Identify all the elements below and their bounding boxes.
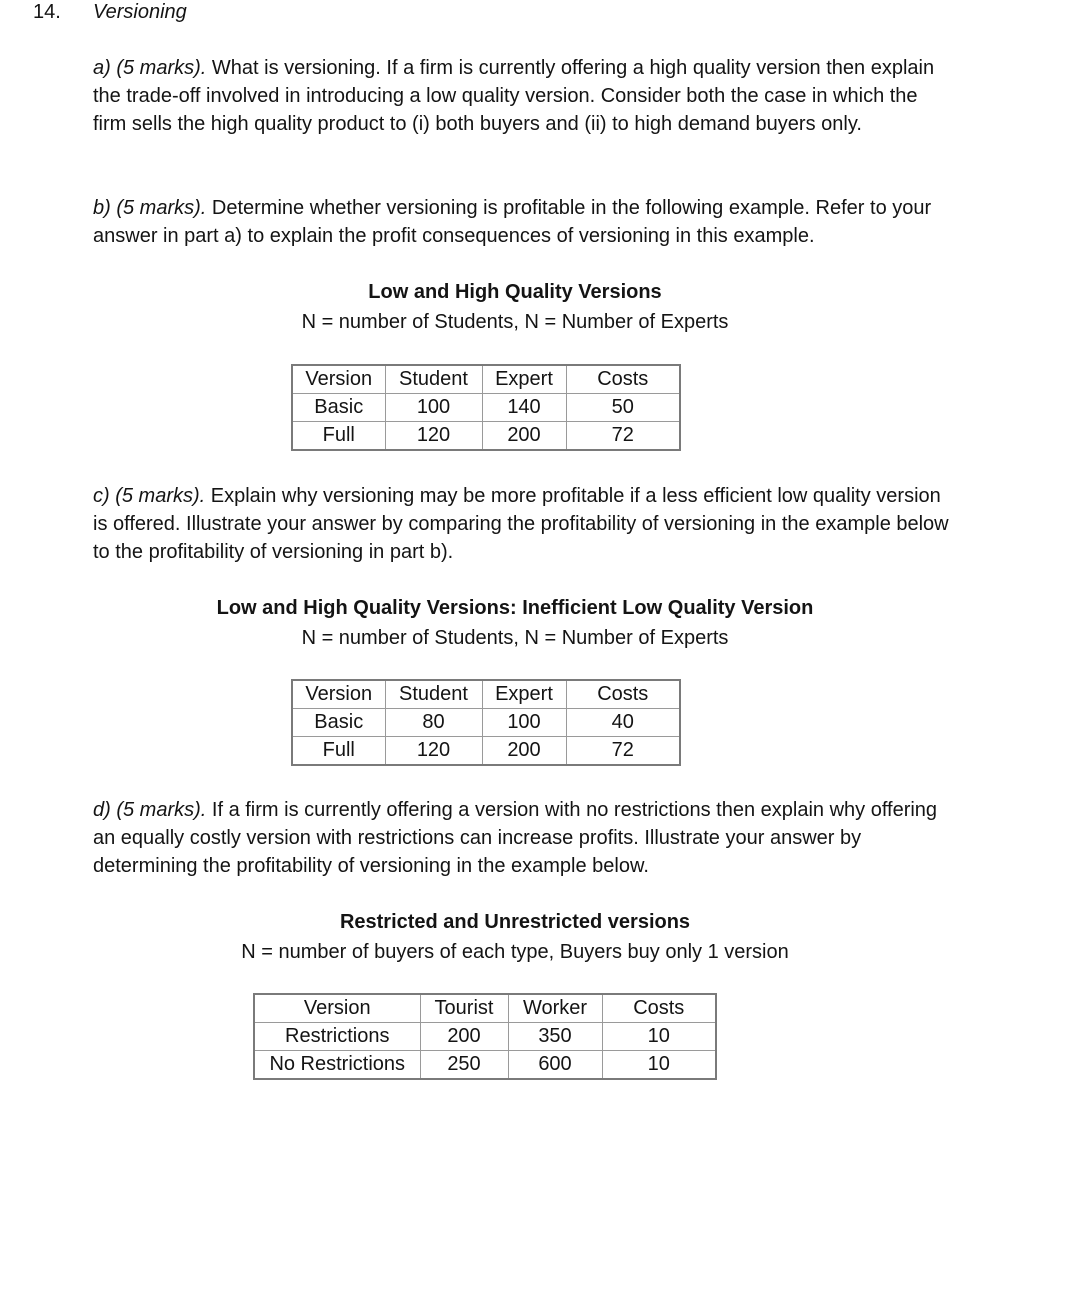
- table1: [291, 364, 681, 451]
- table-row: [254, 1023, 716, 1051]
- question-number: 14.: [33, 1, 61, 23]
- table2-title: Low and High Quality Versions: Inefficient Low Quality Version: [216, 597, 814, 619]
- part-a-text: What is versioning. If a firm is currently offering a high quality version then explain the trade-off involved in introducing a low quality version. Consider both the case in which the firm sells the high quality product to (i) both buyers and (ii) to high demand buyers only.: [93, 57, 935, 135]
- table2-header-cell: Student: [385, 680, 482, 709]
- table3-header-row: [254, 994, 716, 1023]
- table2-caption: [0, 593, 1030, 653]
- table1-header-cell: Costs: [566, 365, 680, 394]
- table2-header-cell: Expert: [482, 680, 566, 709]
- table3: [253, 993, 717, 1080]
- table-cell: Full: [292, 422, 385, 451]
- table1-caption: [0, 277, 1030, 337]
- table-cell: 120: [385, 737, 482, 766]
- table1-header-cell: Version: [292, 365, 385, 394]
- table-cell: 10: [602, 1023, 716, 1051]
- table-cell: 100: [385, 394, 482, 422]
- part-b-text: Determine whether versioning is profitable in the following example. Refer to your answer in part a) to explain the profit consequences of versioning in this example.: [93, 197, 932, 247]
- table-cell: 72: [566, 737, 680, 766]
- table1-title: Low and High Quality Versions: [368, 281, 662, 303]
- table3-header-cell: Version: [254, 994, 420, 1023]
- table-cell: 600: [508, 1051, 602, 1080]
- table-cell: Basic: [292, 709, 385, 737]
- table1-header-row: [292, 365, 680, 394]
- table2: [291, 679, 681, 766]
- table1-subtitle: N = number of Students, N = Number of Experts: [301, 311, 729, 333]
- table-cell: Basic: [292, 394, 385, 422]
- question-title: Versioning: [93, 1, 187, 23]
- table3-caption: [0, 907, 1030, 967]
- table2-header-row: [292, 680, 680, 709]
- table-cell: 10: [602, 1051, 716, 1080]
- part-b-lead: b) (5 marks).: [93, 197, 207, 219]
- table-cell: 72: [566, 422, 680, 451]
- part-b-paragraph: [93, 194, 953, 250]
- part-c-lead: c) (5 marks).: [93, 485, 206, 507]
- table-cell: 80: [385, 709, 482, 737]
- table-cell: 200: [482, 422, 566, 451]
- table2-header-cell: Version: [292, 680, 385, 709]
- part-a-lead: a) (5 marks).: [93, 57, 207, 79]
- table-cell: 40: [566, 709, 680, 737]
- table-cell: 50: [566, 394, 680, 422]
- table3-header-cell: Worker: [508, 994, 602, 1023]
- table-cell: 100: [482, 709, 566, 737]
- table-row: [254, 1051, 716, 1080]
- part-d-paragraph: [93, 796, 953, 880]
- table-row: [292, 709, 680, 737]
- table3-subtitle: N = number of buyers of each type, Buyers buy only 1 version: [241, 941, 789, 963]
- table3-header-cell: Tourist: [420, 994, 508, 1023]
- table-cell: No Restrictions: [254, 1051, 420, 1080]
- part-d-lead: d) (5 marks).: [93, 799, 207, 821]
- table3-title: Restricted and Unrestricted versions: [339, 911, 691, 933]
- table2-subtitle: N = number of Students, N = Number of Experts: [301, 627, 729, 649]
- part-a-paragraph: [93, 54, 953, 138]
- table-cell: 120: [385, 422, 482, 451]
- table-row: [292, 422, 680, 451]
- table-cell: 350: [508, 1023, 602, 1051]
- table-cell: 200: [482, 737, 566, 766]
- table-cell: 250: [420, 1051, 508, 1080]
- table-row: [292, 737, 680, 766]
- table-cell: 200: [420, 1023, 508, 1051]
- part-c-text: Explain why versioning may be more profitable if a less efficient low quality version is offered. Illustrate your answer by comparing the profitability of versioning in the example below to the profitability of versioning in part b).: [93, 485, 949, 563]
- part-c-paragraph: [93, 482, 953, 566]
- table1-header-cell: Expert: [482, 365, 566, 394]
- table-cell: Restrictions: [254, 1023, 420, 1051]
- table3-header-cell: Costs: [602, 994, 716, 1023]
- table2-header-cell: Costs: [566, 680, 680, 709]
- part-d-text: If a firm is currently offering a version with no restrictions then explain why offering an equally costly version with restrictions can increase profits. Illustrate your answer by determining the profitability of versioning in the example below.: [93, 799, 938, 877]
- table-cell: Full: [292, 737, 385, 766]
- table-cell: 140: [482, 394, 566, 422]
- table1-header-cell: Student: [385, 365, 482, 394]
- table-row: [292, 394, 680, 422]
